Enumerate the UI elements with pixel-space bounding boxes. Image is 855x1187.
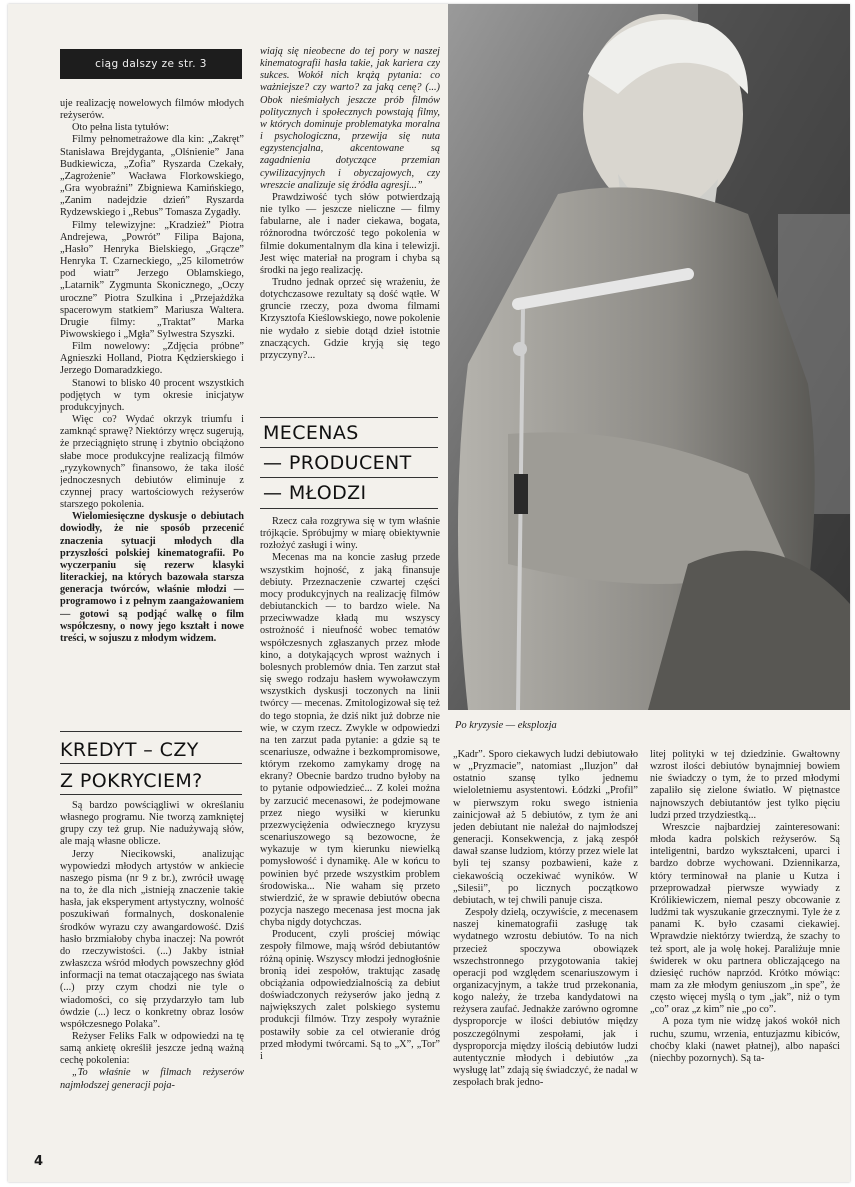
section-rule (260, 477, 438, 478)
paragraph: „To właśnie w filmach reżyserów najmłodszej generacji poja- (60, 1067, 244, 1091)
photo-man-at-microphone (448, 4, 850, 710)
section-rule (60, 731, 242, 732)
paragraph: Rzecz cała rozgrywa się w tym właśnie trójkącie. Spróbujmy w miarę obiektywnie rozłożyć zasługi i winy. (260, 516, 440, 552)
section-rule (260, 508, 438, 509)
paragraph: „Kadr”. Sporo ciekawych ludzi debiutowało w „Pryzmacie”, natomiast „Iluzjon” dał ostatnio szansę tylko jednemu wieloletniemu asystentowi. Łódzki „Profil” w pierwszym roku swego istnienia zainicjował aż 5 debiutów, z tym że ani jeden debiutant nie należał do najmłodszej generacji. Konsekwencja, z jaką zespół dawał szanse ludziom, którzy przez wiele lat byli tej szansy pozbawieni, każe z ciekawością oczekiwać wyników. W „Silesii”, po licznych początkowo debiutach, w tej chwili panuje cisza. (453, 749, 638, 906)
paragraph: Reżyser Feliks Falk w odpowiedzi na tę samą ankietę określił jeszcze jedną ważną cechę pokolenia: (60, 1030, 244, 1067)
heading-mecenas-line1: MECENAS (263, 422, 359, 444)
paragraph: wiają się nieobecne do tej pory w naszej kinematografii hasła takie, jak kariera czy sukces. Wokół nich krążą pytania: co ważniejsze? czy warto? za jaką cenę? (...) Obok nieśmiałych jeszcze prób filmów politycznych i społecznych powstają filmy, w których dominuje problematyka moralna i psychologiczna, przewija się nuta egzystencjalna, akcentowane są zagadnienia dotyczące przemian cywilizacyjnych i obyczajowych, czy wreszcie analizuje się źródła agresji...” (260, 46, 440, 191)
heading-mecenas-line3: — MŁODZI (263, 482, 367, 504)
paragraph: Wreszcie najbardziej zainteresowani: młoda kadra polskich reżyserów. Są inteligentni, bardzo wykształceni, uparci i bardzo dobrze wychowani. Dziennikarza, który terminował na planie u Kutza i przeprowadzał pierwsze wywiady z Królikiewiczem, niemal peszy obcowanie z ludźmi tak wyszukanie grzecznymi. Tyle że z panami K. było czasami ciekawiej. Wprawdzie niektórzy twierdzą, że szachy to też sport, ale ja wolę hokej. Paraliżuje mnie świderek w oku partnera obliczającego na dziesięć ruchów naprzód. Krótko mówiąc: mam za złe młodym geniuszom „in spe”, że często więcej myślą o tym „jak”, niż o tym „co” oraz „z kim” nie „po co”. (650, 821, 840, 1016)
paragraph: Jerzy Niecikowski, analizując wypowiedzi młodych artystów w ankiecie naszego pisma (nr 9 z br.), zwrócił uwagę na to, że dla nich „istnieją znaczenie takie hasła, jak eksperyment artystyczny, wolność poszukiwań formalnych, doskonalenie środków wyrazu czy awangardowość. Dziś hasło brzmiałoby chyba inaczej: Na powrót do rzeczywistości. (...) Jakby istniał zwłaszcza wśród młodych powszechny głód informacji na temat otaczającego nas świata (...) przy czym chodzi nie tyle o wiadomości, co się przydarzyło tam lub ówdzie (...) lecz o konkretny obraz losów współczesnego Polaka”. (60, 848, 244, 1030)
section-rule (60, 794, 242, 795)
photo-caption: Po kryzysie — eksplozja (455, 720, 557, 731)
column-1-bottom (60, 800, 244, 1162)
section-rule (60, 763, 242, 764)
paragraph: Producent, czyli prościej mówiąc zespoły filmowe, mają wśród debiutantów różną opinię. Wszyscy młodzi jednogłośnie bronią idei zespołów, traktując zasadę obciążania odpowiedzialnością za debiut doświadczonych reżyserów jako jedną z największych zalet polskiego systemu produkcji filmów. Trzy zespoły wyraźnie postawiły sobie za cel otwieranie dróg przed młodymi twórcami. Są to „X”, „Tor” i (260, 929, 440, 1062)
paragraph: uje realizację nowelowych filmów młodych reżyserów. (60, 98, 244, 122)
column-2-bottom (260, 516, 440, 1162)
column-2-top (260, 46, 440, 414)
paragraph: Są bardzo powściągliwi w określaniu własnego programu. Nie tworzą zamkniętej grupy czy też grup. Nie nadużywają słów, ale mają własne oblicze. (60, 800, 244, 848)
page-number: 4 (34, 1154, 44, 1169)
paragraph: Filmy telewizyjne: „Kradzież” Piotra Andrejewa, „Powrót” Filipa Bajona, „Hasło” Henryka Bielskiego, „Grącze” Henryka T. Czarneckiego, „25 kilometrów pod wiatr” Jerzego Oblamskiego, „Latarnik” Zygmunta Skonicznego, „Oczy uroczne” Piotra Szulkina i „Przejażdżka spacerowym statkiem” Mariusza Waltera. Drugie filmy: „Traktat” Marka Piwowskiego i „Mgła” Sylwestra Szyszki. (60, 219, 244, 340)
paragraph: Zespoły dzielą, oczywiście, z mecenasem naszej kinematografii zasługę tak wydatnego wzrostu debiutów. To na nich przecież spoczywa obowiązek wszechstronnego przygotowania takiej operacji pod względem scenariuszowym i organizacyjnym, a także trud przekonania, kogo należy, że trzeba kandydatowi na reżysera zaufać. Jednakże zarówno ogromne dysproporcje w ilości debiutów między poszczególnymi zespołami, jak i dysproporcja między ilością debiutów ludzi autentycznie młodych i debiutów „za wysługę lat” zdają się świadczyć, że nadal w zespołach brak jedno- (453, 907, 638, 1089)
paragraph: Film nowelowy: „Zdjęcia próbne” Agnieszki Holland, Piotra Kędzierskiego i Jerzego Domaradzkiego. (60, 341, 244, 377)
heading-mecenas-line2: — PRODUCENT (263, 452, 412, 474)
magazine-page (8, 4, 850, 1182)
column-3 (453, 749, 638, 1162)
paragraph: Mecenas ma na koncie zasług przede wszystkim hojność, z jaką finansuje debiuty. Przeznaczenie czwartej części mocy produkcyjnych na realizację filmów debiutanckich — to bardzo wiele. Na przeciwwadze kładą mu wszyscy ostrożność i nieufność wobec tematów współczesnych zgłaszanych przez młode kino, a dotykających wprost ważnych i bolesnych problemów dnia. Ten zarzut stał się swego rodzaju hasłem wywoławczym wszystkich dyskusji toczonych na linii twórcy — mecenas. Zmitologizował się też do tego stopnia, że dziś nikt już dobrze nie wie, w czym rzecz. Zwykle w odpowiedzi na ten zarzut pada pytanie: a gdzie są te scenariusze, odważne i bezkompromisowe, którym rzekomo zamykamy drogę na ekrany? Obecnie bardzo trudno byłoby na to pytanie odpowiedzieć... Z kolei można by zarzucić mecenasowi, że podejmowane przez niego wysiłki w kierunku przezwyciężenia odwiecznego kryzysu scenariuszowego są bezowocne, że wykazuje w tym kierunku niewielką pomysłowość i dynamikę. Ale w końcu to powinien być przede wszystkim problem środowiska... Nie waham się przeto stwierdzić, że w sprawie debiutów obecna pozycja naszego mecenasa jest mocna jak chyba nigdy dotychczas. (260, 552, 440, 929)
paragraph: Prawdziwość tych słów potwierdzają nie tylko — jeszcze nieliczne — filmy fabularne, ale i nader ciekawa, bogata, różnorodna twórczość tego pokolenia w filmie dokumentalnym dla kina i telewizji. Jest więc materiał na program i chyba są środki na jego realizację. (260, 191, 440, 276)
heading-kredyt-line1: KREDYT – CZY (60, 739, 199, 761)
paragraph: Filmy pełnometrażowe dla kin: „Zakręt” Stanisława Brejdyganta, „Olśnienie” Jana Budkiewicza, „Zofia” Ryszarda Czekały, „Zagrożenie” Wacława Florkowskiego, „Gra wyobraźni” Zbigniewa Kamińskiego, „Zanim nadejdzie dzień” Ryszarda Rydzewskiego i „Rebus” Tomasza Zygadły. (60, 134, 244, 219)
paragraph: Więc co? Wydać okrzyk triumfu i zamknąć sprawę? Niektórzy wręcz sugerują, że przeciągnięto strunę i zbytnio obciążono słabe moce produkcyjne realizacją filmów „ryzykownych” finansowo, że taka ilość jednoczesnych debiutów eliminuje z czynnej pracy wartościowych reżyserów starszego pokolenia. (60, 414, 244, 511)
column-1-top (60, 98, 244, 724)
paragraph: litej polityki w tej dziedzinie. Gwałtowny wzrost ilości debiutów bynajmniej bowiem nie świadczy o tym, że to przed młodymi zapaliło się zielone światło. W piętnastce najnowszych debiutantów jest tylko pięciu ludzi przed trzydziestką... (650, 749, 840, 821)
paragraph: Stanowi to blisko 40 procent wszystkich podjętych w tym okresie inicjatyw produkcyjnych. (60, 377, 244, 413)
paragraph: Trudno jednak oprzeć się wrażeniu, że dotychczasowe rezultaty są dość wątłe. W gruncie rzeczy, poza dwoma filmami Krzysztofa Kieślowskiego, nowe pokolenie nie wydało z siebie dotąd dzieł istotnie znaczących. Gdzie kryją się tego przyczyny?... (260, 276, 440, 361)
photo-illustration (448, 4, 850, 710)
heading-kredyt-line2: Z POKRYCIEM? (60, 770, 203, 792)
paragraph: Wielomiesięczne dyskusje o debiutach dowiodły, że nie sposób przecenić znaczenia sytuacji młodych dla przyszłości polskiej kinematografii. Po wyczerpaniu się rezerw klasyki literackiej, na których bazowała starsza generacja twórców, właśnie młodzi — programowo i z pełnym zaangażowaniem — gotowi są podjąć walkę o film współczesny, o nowy jego kształt i nowe treści, w sojuszu z młodym widzem. (60, 511, 244, 644)
section-rule (260, 417, 438, 418)
paragraph: A poza tym nie widzę jakoś wokół nich ruchu, szumu, wrzenia, entuzjazmu kibiców, choćby klaki (nawet płatnej), albo napaści (niechby pozornych). Są ta- (650, 1016, 840, 1064)
section-rule (260, 447, 438, 448)
paragraph: Oto pełna lista tytułów: (72, 122, 169, 134)
continuation-badge: ciąg dalszy ze str. 3 (60, 49, 242, 79)
column-4 (650, 749, 840, 1162)
